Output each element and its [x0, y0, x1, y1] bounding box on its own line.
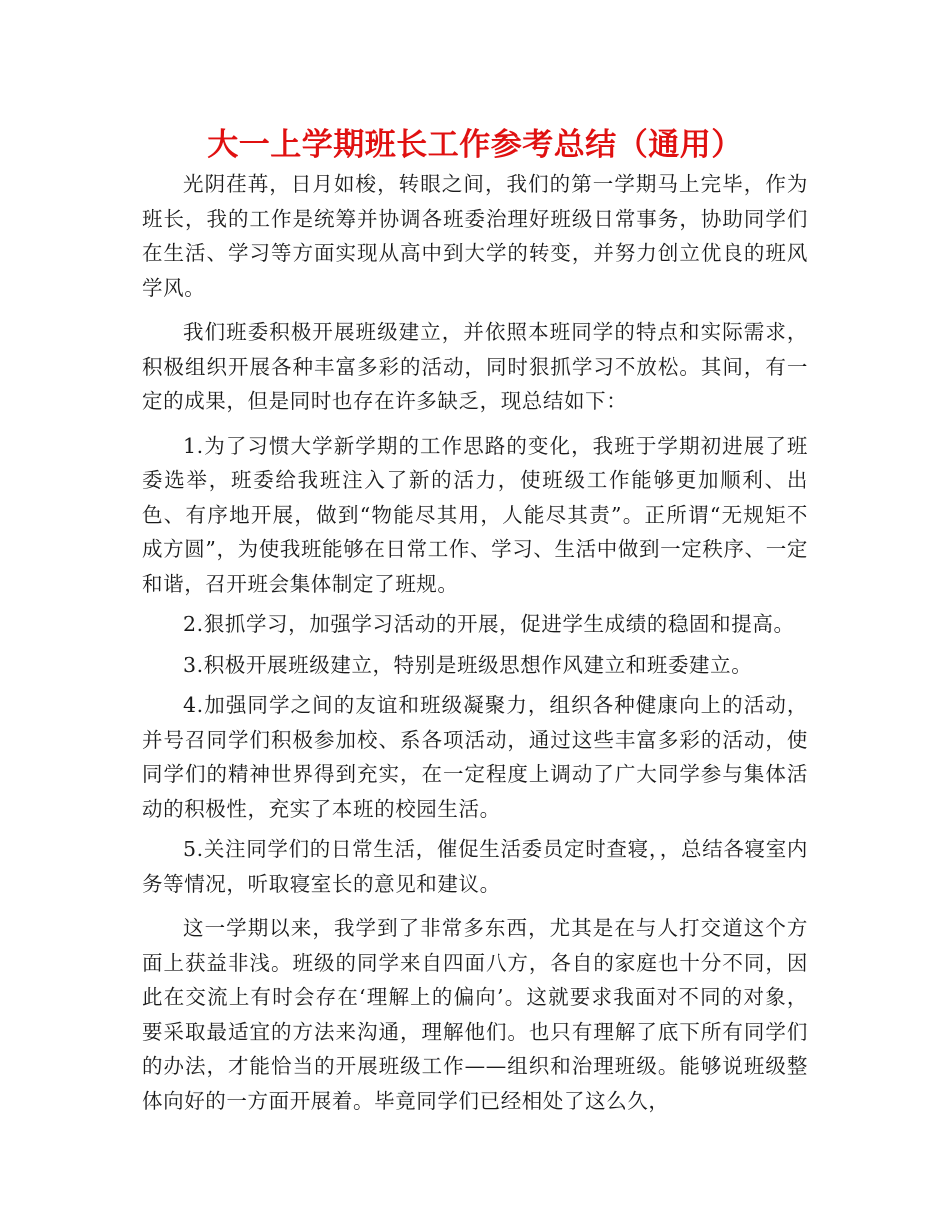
paragraph-reflection: 这一学期以来，我学到了非常多东西，尤其是在与人打交道这个方面上获益非浅。班级的同学来自四面八方，各自的家庭也十分不同，因此在交流上有时会存在‘理解上的偏向’。这就要求我面对不同的对象，要采取最适宜的方法来沟通，理解他们。也只有理解了底下所有同学们的办法，才能恰当的开展班级工作——组织和治理班级。能够说班级整体向好的一方面开展着。毕竟同学们已经相处了这么久， — [142, 916, 808, 1113]
document-title: 大一上学期班长工作参考总结（通用） — [207, 127, 743, 163]
paragraph-item-2: 2.狠抓学习，加强学习活动的开展，促进学生成绩的稳固和提高。 — [183, 612, 795, 636]
paragraph-item-4: 4.加强同学之间的友谊和班级凝聚力，组织各种健康向上的活动，并号召同学们积极参加校、系各项活动，通过这些丰富多彩的活动，使同学们的精神世界得到充实，在一定程度上调动了广大同学参与集体活动的积极性，充实了本班的校园生活。 — [142, 693, 808, 821]
paragraph-overview: 我们班委积极开展班级建立，并依照本班同学的特点和实际需求，积极组织开展各种丰富多彩的活动，同时狠抓学习不放松。其间，有一定的成果，但是同时也存在许多缺乏，现总结如下： — [142, 320, 808, 413]
paragraph-item-3: 3.积极开展班级建立，特别是班级思想作风建立和班委建立。 — [183, 652, 753, 677]
paragraph-item-1: 1.为了习惯大学新学期的工作思路的变化，我班于学期初进展了班委选举，班委给我班注入了新的活力，使班级工作能够更加顺利、出色、有序地开展，做到“物能尽其用，人能尽其责”。正所谓“无规矩不成方圆”，为使我班能够在日常工作、学习、生活中做到一定秩序、一定和谐，召开班会集体制定了班规。 — [142, 433, 808, 596]
paragraph-item-5: 5.关注同学们的日常生活，催促生活委员定时查寝，，总结各寝室内务等情况，听取寝室长的意见和建议。 — [142, 837, 808, 896]
document-body — [142, 123, 808, 1118]
paragraph-intro: 光阴荏苒，日月如梭，转眼之间，我们的第一学期马上完毕，作为班长，我的工作是统筹并协调各班委治理好班级日常事务，协助同学们在生活、学习等方面实现从高中到大学的转变，并努力创立优良的班风学风。 — [142, 172, 808, 300]
